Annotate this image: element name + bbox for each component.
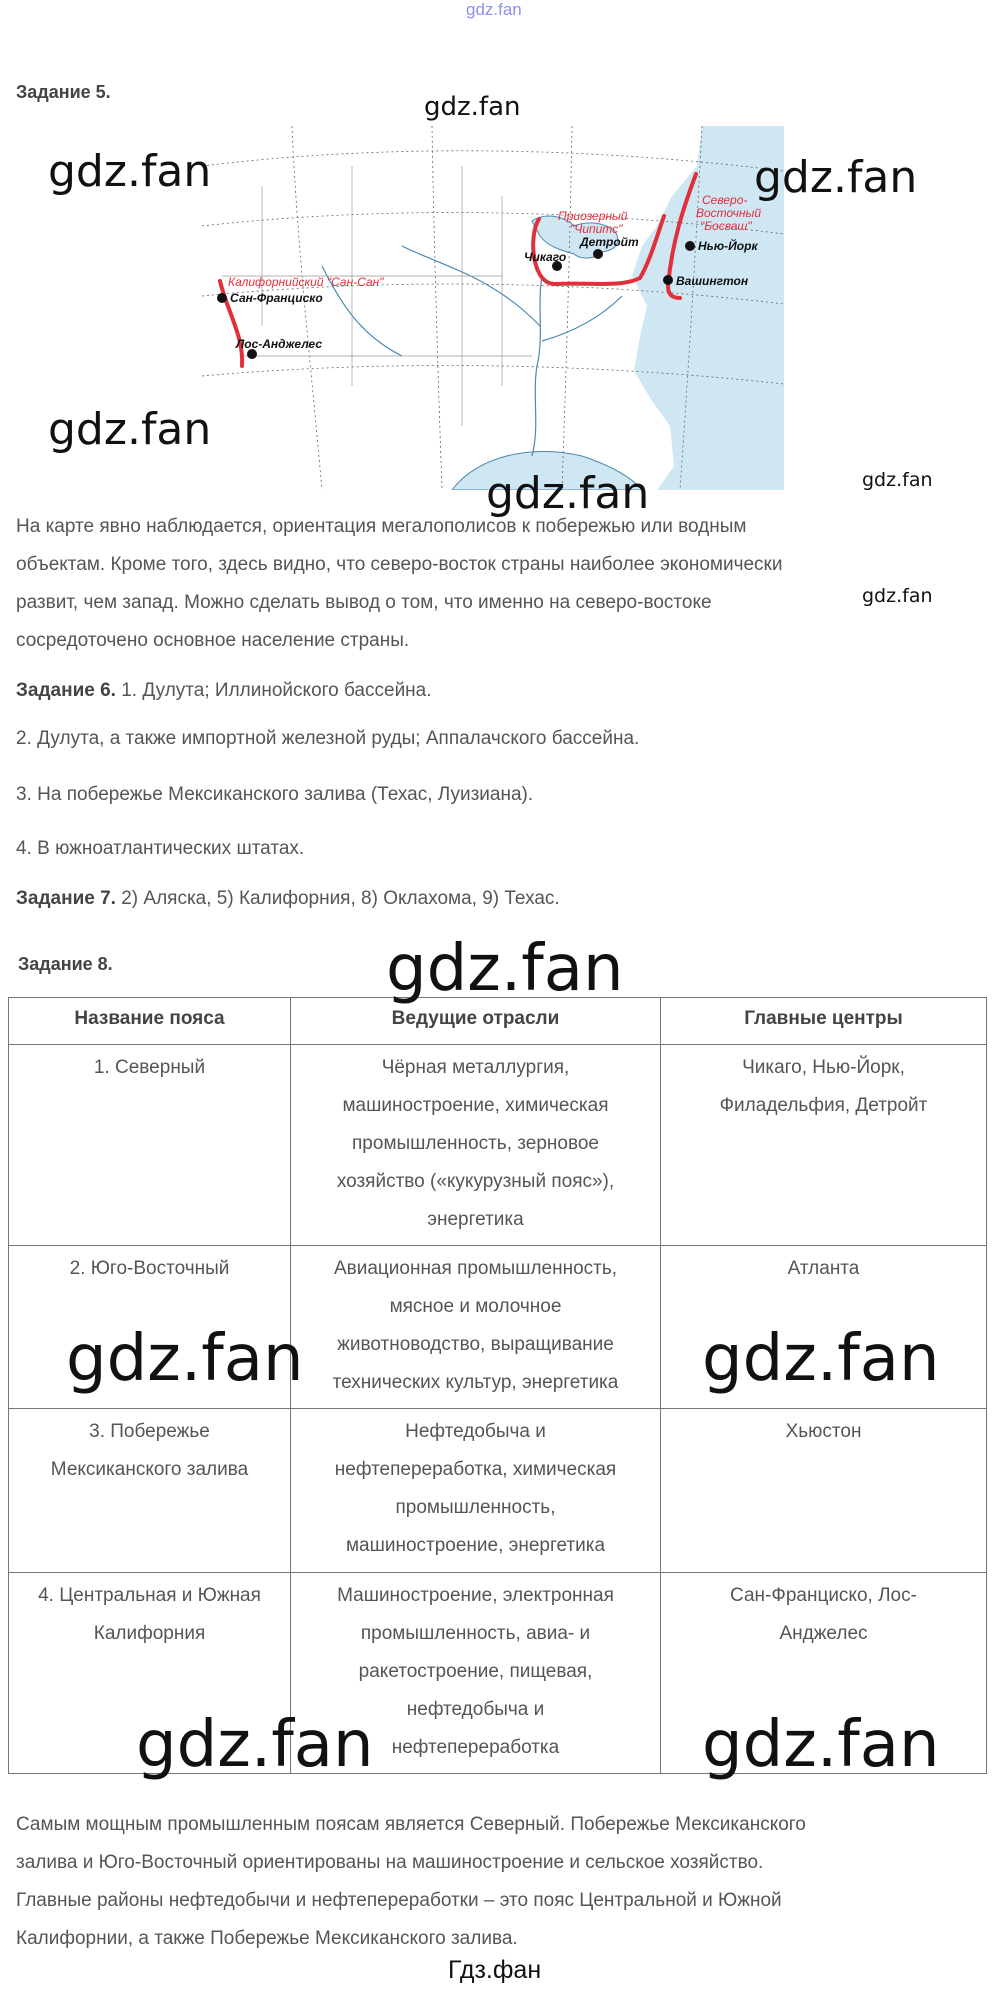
zone-text: 1. Северный <box>93 1057 206 1078</box>
city-dot-sf <box>217 293 227 303</box>
usa-map <box>202 126 784 490</box>
centers-text: Атланта <box>787 1258 860 1279</box>
zone-text: 3. Побережье <box>89 1421 210 1442</box>
centers-cell <box>661 1409 987 1573</box>
industries-text: технических культур, энергетика <box>332 1372 619 1393</box>
watermark: gdz.fan <box>702 1322 940 1396</box>
map-label-la: Лос-Анджелес <box>236 337 323 351</box>
industries-text: Нефтедобыча и <box>405 1421 546 1442</box>
map-label-sf: Сан-Франциско <box>230 291 323 305</box>
map-label-boswash-3: "Босваш" <box>700 219 752 233</box>
map-label-washington: Вашингтон <box>676 274 749 288</box>
footer-watermark: Гдз.фан <box>448 1956 542 1984</box>
watermark: gdz.fan <box>862 585 933 607</box>
zone-cell <box>9 1409 291 1573</box>
industries-text: нефтепереработка, химическая <box>334 1459 617 1480</box>
city-dot-detroit <box>593 249 603 259</box>
city-dot-washington <box>663 275 673 285</box>
centers-text: Филадельфия, Детройт <box>719 1095 928 1116</box>
task6-line-1 <box>16 680 432 702</box>
task6-line-2: 2. Дулута, а также импортной железной руды; Аппалачского бассейна. <box>16 728 640 749</box>
conclusion-line-1: Самым мощным промышленным поясам является Северный. Побережье Мексиканского <box>16 1814 806 1835</box>
industries-cell <box>291 1246 661 1409</box>
watermark: gdz.fan <box>702 1708 940 1782</box>
map-label-boswash-1: Северо- <box>702 193 748 207</box>
top-watermark: gdz.fan <box>466 0 522 19</box>
task6-line-4: 4. В южноатлантических штатах. <box>16 838 305 859</box>
industries-text: Машиностроение, электронная <box>337 1585 614 1606</box>
zone-text: Мексиканского залива <box>50 1459 249 1480</box>
centers-text: Анджелес <box>779 1623 868 1644</box>
zone-text: 2. Юго-Восточный <box>69 1258 230 1279</box>
watermark: gdz.fan <box>136 1708 374 1782</box>
conclusion-line-4: Калифорнии, а также Побережье Мексиканского залива. <box>16 1928 518 1949</box>
industries-text: машиностроение, энергетика <box>345 1535 606 1556</box>
watermark: gdz.fan <box>424 92 521 122</box>
centers-text: Чикаго, Нью-Йорк, <box>742 1057 905 1078</box>
watermark: gdz.fan <box>486 468 650 519</box>
industries-text: Авиационная промышленность, <box>333 1258 618 1279</box>
industries-text: энергетика <box>427 1209 524 1230</box>
task6-heading: Задание 6. <box>16 680 116 701</box>
industries-text: промышленность, <box>395 1497 556 1518</box>
header-industries: Ведущие отрасли <box>291 998 661 1045</box>
watermark: gdz.fan <box>862 469 933 491</box>
task6-line-3: 3. На побережье Мексиканского залива (Техас, Луизиана). <box>16 784 534 805</box>
watermark: gdz.fan <box>66 1322 304 1396</box>
task5-heading: Задание 5. <box>16 82 111 102</box>
task7-heading: Задание 7. <box>16 888 116 909</box>
zone-text: 4. Центральная и Южная <box>38 1585 261 1606</box>
centers-text: Сан-Франциско, Лос- <box>730 1585 917 1606</box>
city-dot-ny <box>685 241 695 251</box>
conclusion-paragraph <box>16 1806 976 1958</box>
task6-line-1-text: 1. Дулута; Иллинойского бассейна. <box>115 680 432 701</box>
task5-line-4: сосредоточено основное население страны. <box>16 630 410 651</box>
industries-text: ракетостроение, пищевая, <box>358 1661 593 1682</box>
task5-line-2: объектам. Кроме того, здесь видно, что северо-восток страны наиболее экономически <box>16 554 783 575</box>
map-label-calif: Калифорнийский "Сан-Сан" <box>228 275 384 289</box>
map-label-chipits-1: Приозерный <box>558 209 628 223</box>
task7-line <box>16 888 560 910</box>
map-label-chipits-2: "Чипитс" <box>570 222 623 236</box>
industries-text: нефтедобыча и <box>406 1699 545 1720</box>
industries-cell <box>291 1045 661 1246</box>
industries-cell <box>291 1409 661 1573</box>
industries-text: Чёрная металлургия, <box>381 1057 570 1078</box>
task5-line-1: На карте явно наблюдается, ориентация мегалополисов к побережью или водным <box>16 516 747 537</box>
watermark: gdz.fan <box>754 152 918 203</box>
header-centers: Главные центры <box>661 998 987 1045</box>
zone-text: Калифорния <box>93 1623 206 1644</box>
watermark: gdz.fan <box>386 932 624 1006</box>
map-label-ny: Нью-Йорк <box>698 239 758 253</box>
industries-text: промышленность, зерновое <box>352 1133 599 1154</box>
industries-text: машиностроение, химическая <box>342 1095 609 1116</box>
industries-text: животноводство, выращивание <box>337 1334 614 1355</box>
task5-paragraph <box>16 508 916 660</box>
map-label-boswash-2: Восточный <box>696 206 761 220</box>
conclusion-line-3: Главные районы нефтедобычи и нефтепереработки – это пояс Центральной и Южной <box>16 1890 782 1911</box>
table-row <box>9 1409 987 1573</box>
usa-land <box>202 126 702 490</box>
industries-text: хозяйство («кукурузный пояс»), <box>336 1171 615 1192</box>
zone-cell <box>9 1045 291 1246</box>
map-label-detroit: Детройт <box>580 235 639 249</box>
industries-text: промышленность, авиа- и <box>360 1623 591 1644</box>
task5-line-3: развит, чем запад. Можно сделать вывод о том, что именно на северо-востоке <box>16 592 712 613</box>
table-row <box>9 1045 987 1246</box>
task7-text: 2) Аляска, 5) Калифорния, 8) Оклахома, 9) Техас. <box>115 888 560 909</box>
industries-text: мясное и молочное <box>389 1296 562 1317</box>
industries-text: нефтепереработка <box>391 1737 560 1758</box>
conclusion-line-2: залива и Юго-Восточный ориентированы на машиностроение и сельское хозяйство. <box>16 1852 764 1873</box>
map-label-chicago: Чикаго <box>524 250 567 264</box>
task8-heading: Задание 8. <box>18 954 113 974</box>
watermark: gdz.fan <box>48 146 212 197</box>
centers-text: Хьюстон <box>785 1421 862 1442</box>
header-zone: Название пояса <box>9 998 291 1045</box>
centers-cell <box>661 1045 987 1246</box>
watermark: gdz.fan <box>48 404 212 455</box>
